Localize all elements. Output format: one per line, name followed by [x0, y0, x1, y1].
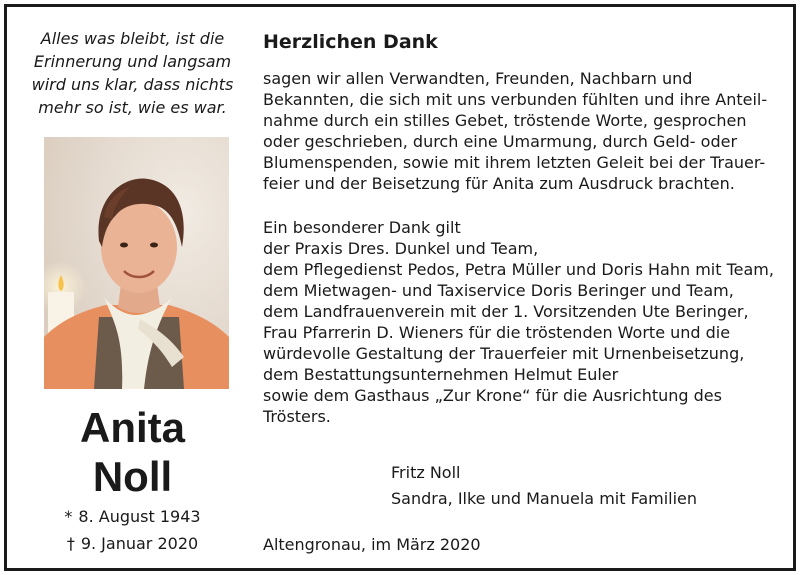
thanks-paragraph	[263, 68, 767, 194]
quote-line: Alles was bleibt, ist die	[40, 29, 225, 48]
special-thanks-line: Ein besonderer Dank gilt	[263, 218, 461, 237]
portrait-illustration	[44, 137, 229, 389]
special-thanks-line: dem Landfrauenverein mit der 1. Vorsitzenden Ute Beringer,	[263, 302, 749, 321]
quote-line: Erinnerung und langsam	[33, 52, 232, 71]
portrait-photo	[44, 137, 229, 389]
deceased-first-name: Anita	[80, 404, 185, 451]
paragraph-line: feier und der Beisetzung für Anita zum Ausdruck brachten.	[263, 174, 735, 193]
death-cross-icon: †	[66, 534, 75, 553]
memorial-quote	[15, 27, 250, 119]
paragraph-line: nahme durch ein stilles Gebet, tröstende Worte, gesprochen	[263, 111, 747, 130]
quote-line: wird uns klar, dass nichts	[31, 75, 234, 94]
birth-date-line	[15, 507, 250, 527]
special-thanks-paragraph	[263, 217, 774, 427]
special-thanks-line: würdevolle Gestaltung der Trauerfeier mit Urnenbeisetzung,	[263, 344, 745, 363]
signer-name: Sandra, Ilke und Manuela mit Familien	[391, 489, 698, 508]
deceased-last-name: Noll	[92, 453, 173, 500]
paragraph-line: Blumenspenden, sowie mit ihrem letzten Geleit bei der Trauer-	[263, 153, 766, 172]
signer-name: Fritz Noll	[391, 463, 461, 482]
place-and-date: Altengronau, im März 2020	[263, 535, 481, 554]
special-thanks-line: der Praxis Dres. Dunkel und Team,	[263, 239, 539, 258]
paragraph-line: Bekannten, die sich mit uns verbunden fühlten und ihre Anteil-	[263, 90, 768, 109]
death-date-line	[15, 534, 250, 554]
birth-date: 8. August 1943	[78, 507, 201, 526]
special-thanks-line: dem Mietwagen- und Taxiservice Doris Beringer und Team,	[263, 281, 734, 300]
special-thanks-line: dem Bestattungsunternehmen Helmut Euler	[263, 365, 619, 384]
special-thanks-line: sowie dem Gasthaus „Zur Krone“ für die Ausrichtung des	[263, 386, 722, 405]
signers-block	[391, 460, 697, 512]
death-date: 9. Januar 2020	[80, 534, 199, 553]
quote-line: mehr so ist, wie es war.	[38, 98, 227, 117]
special-thanks-line: Trösters.	[263, 407, 331, 426]
paragraph-line: sagen wir allen Verwandten, Freunden, Nachbarn und	[263, 69, 693, 88]
birth-star-icon: *	[64, 507, 73, 526]
special-thanks-line: Frau Pfarrerin D. Wieners für die tröstenden Worte und die	[263, 323, 731, 342]
special-thanks-line: dem Pflegedienst Pedos, Petra Müller und Doris Hahn mit Team,	[263, 260, 774, 279]
thanks-heading: Herzlichen Dank	[263, 31, 438, 53]
obituary-card	[4, 4, 796, 571]
paragraph-line: oder geschrieben, durch eine Umarmung, durch Geld- oder	[263, 132, 738, 151]
